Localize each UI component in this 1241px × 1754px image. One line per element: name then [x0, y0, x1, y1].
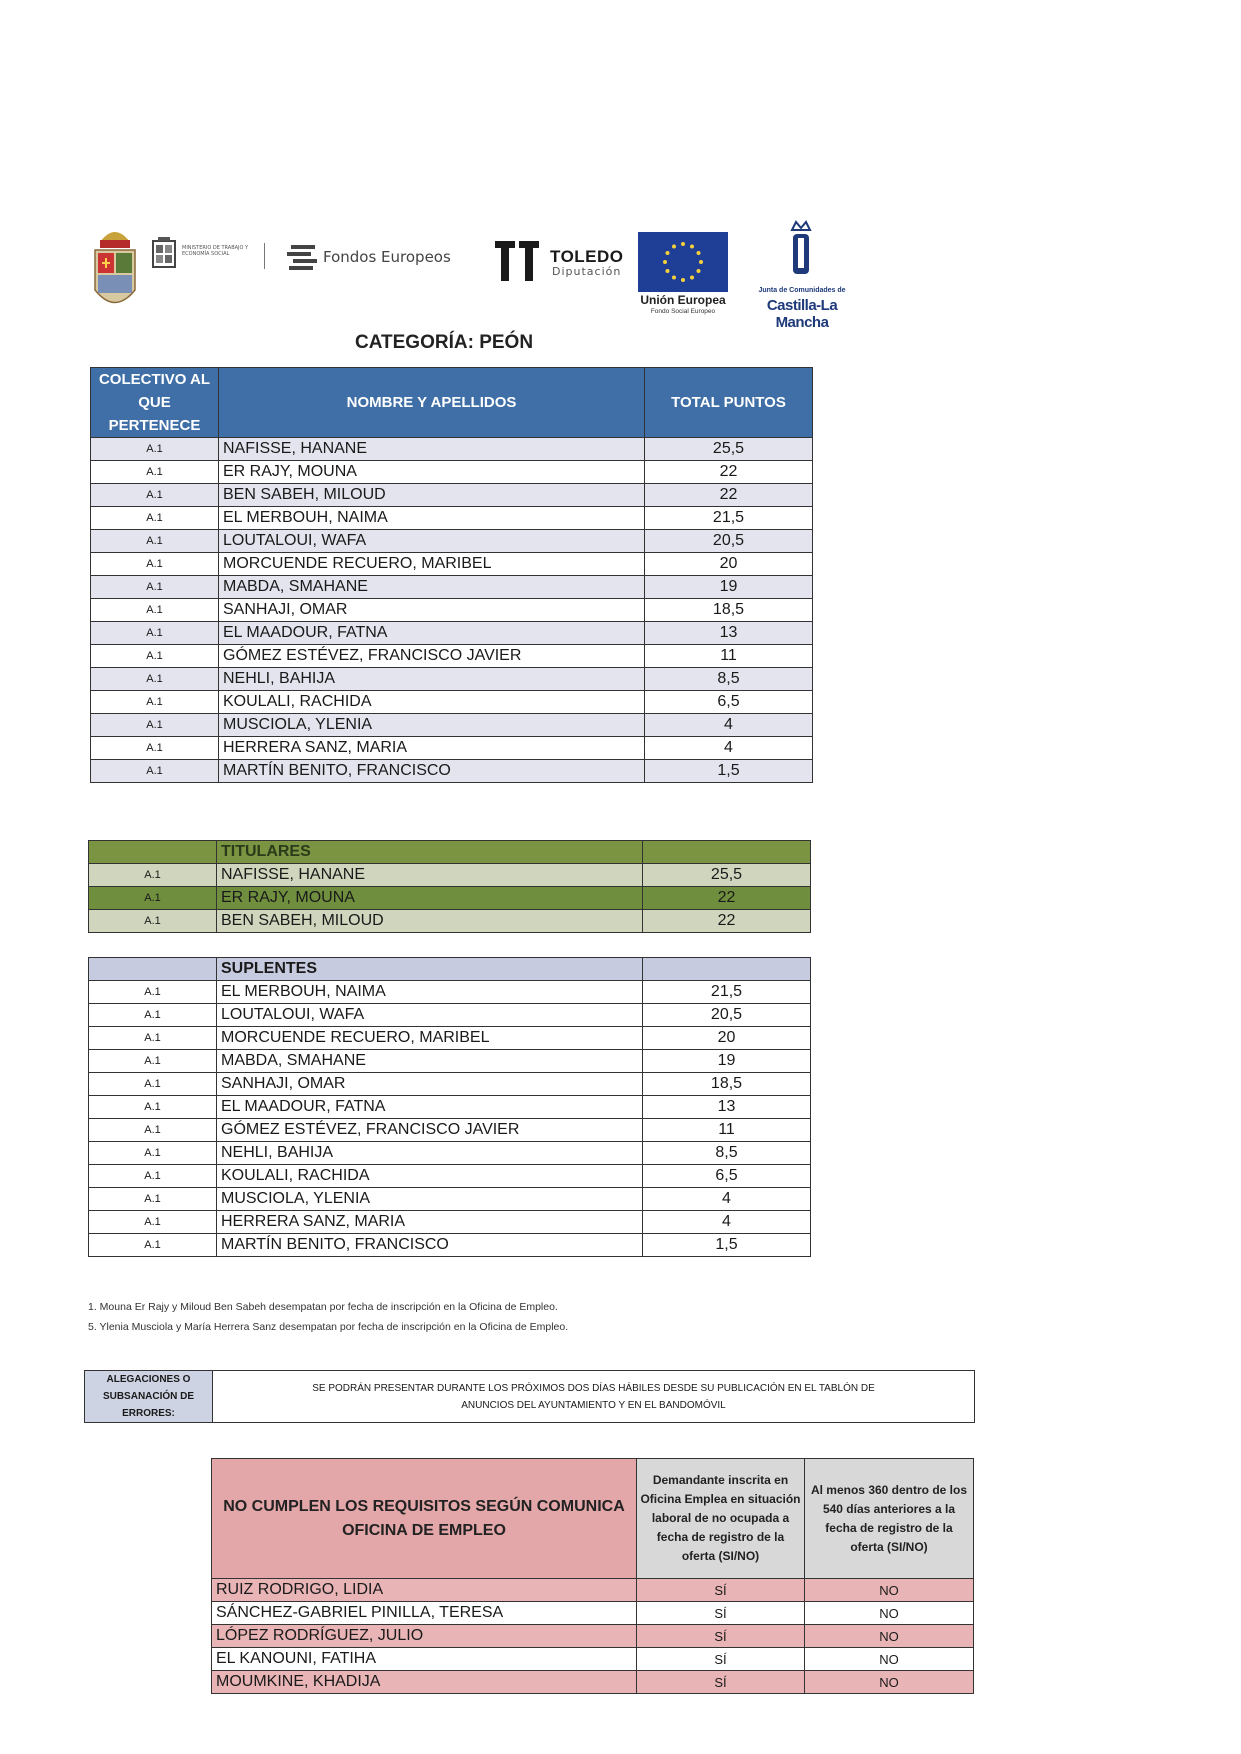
puntos-cell: 11: [643, 1119, 811, 1142]
header-colectivo: COLECTIVO AL QUE PERTENECE: [91, 368, 219, 438]
table-row: [89, 1096, 811, 1119]
nombre-cell: NAFISSE, HANANE: [219, 438, 645, 461]
colectivo-cell: A.1: [89, 1188, 217, 1211]
table-row: [89, 1119, 811, 1142]
divider: [264, 243, 265, 269]
nombre-cell: SANHAJI, OMAR: [217, 1073, 643, 1096]
header-nombre: NOMBRE Y APELLIDOS: [219, 368, 645, 438]
nombre-cell: NAFISSE, HANANE: [217, 864, 643, 887]
footnote-1: 1. Mouna Er Rajy y Miloud Ben Sabeh desempatan por fecha de inscripción en la Oficina de Empleo.: [88, 1301, 558, 1313]
table-row: [89, 887, 811, 910]
titulares-table: [88, 840, 811, 933]
no-cumplen-table: [211, 1458, 974, 1694]
nombre-cell: EL MERBOUH, NAIMA: [219, 507, 645, 530]
colectivo-cell: A.1: [91, 668, 219, 691]
colectivo-cell: A.1: [89, 1050, 217, 1073]
inscrita-cell: SÍ: [637, 1625, 805, 1648]
dias-cell: NO: [805, 1602, 974, 1625]
puntos-cell: 19: [645, 576, 813, 599]
table-row: [89, 1050, 811, 1073]
nombre-cell: GÓMEZ ESTÉVEZ, FRANCISCO JAVIER: [217, 1119, 643, 1142]
page-title: CATEGORÍA: PEÓN: [355, 332, 534, 353]
table-row: [89, 1165, 811, 1188]
table-row: [89, 864, 811, 887]
puntos-cell: 25,5: [645, 438, 813, 461]
colectivo-cell: A.1: [91, 737, 219, 760]
colectivo-cell: A.1: [89, 1096, 217, 1119]
table-row: [91, 645, 813, 668]
dias-cell: NO: [805, 1671, 974, 1694]
coat-of-arms-icon: [90, 220, 140, 320]
colectivo-cell: A.1: [89, 1119, 217, 1142]
alegaciones-label: ALEGACIONES O SUBSANACIÓN DE ERRORES:: [85, 1371, 213, 1423]
nombre-cell: MORCUENDE RECUERO, MARIBEL: [217, 1027, 643, 1050]
nombre-cell: KOULALI, RACHIDA: [219, 691, 645, 714]
titulares-table-body: [89, 864, 811, 933]
colectivo-cell: A.1: [91, 760, 219, 783]
puntos-cell: 22: [645, 461, 813, 484]
dias-cell: NO: [805, 1579, 974, 1602]
table-row: [212, 1648, 974, 1671]
nombre-cell: EL KANOUNI, FATIHA: [212, 1648, 637, 1671]
puntos-cell: 18,5: [645, 599, 813, 622]
table-row: [89, 1142, 811, 1165]
puntos-cell: 18,5: [643, 1073, 811, 1096]
toledo-icon: [495, 241, 541, 281]
footnotes: [88, 1297, 568, 1337]
puntos-cell: 25,5: [643, 864, 811, 887]
table-row: [212, 1625, 974, 1648]
ranking-table: [90, 367, 813, 783]
colectivo-cell: A.1: [89, 887, 217, 910]
puntos-cell: 21,5: [645, 507, 813, 530]
nombre-cell: RUIZ RODRIGO, LIDIA: [212, 1579, 637, 1602]
nombre-cell: SÁNCHEZ-GABRIEL PINILLA, TERESA: [212, 1602, 637, 1625]
puntos-cell: 21,5: [643, 981, 811, 1004]
footnote-2: 5. Ylenia Musciola y María Herrera Sanz desempatan por fecha de inscripción en la Oficina de Empleo.: [88, 1321, 569, 1333]
nombre-cell: GÓMEZ ESTÉVEZ, FRANCISCO JAVIER: [219, 645, 645, 668]
colectivo-cell: A.1: [89, 910, 217, 933]
nombre-cell: BEN SABEH, MILOUD: [219, 484, 645, 507]
toledo-label: TOLEDO: [550, 247, 624, 266]
table-row: [91, 461, 813, 484]
alegaciones-text-line2: ANUNCIOS DEL AYUNTAMIENTO Y EN EL BANDOMÓVIL: [461, 1399, 726, 1411]
colectivo-cell: A.1: [89, 1165, 217, 1188]
nombre-cell: NEHLI, BAHIJA: [217, 1142, 643, 1165]
alegaciones-text: [213, 1371, 975, 1423]
ue-label: Unión Europea: [640, 293, 726, 307]
colectivo-cell: A.1: [89, 1142, 217, 1165]
header-inscrita: Demandante inscrita en Oficina Emplea en situación laboral de no ocupada a fecha de registro de la oferta (SI/NO): [637, 1459, 805, 1579]
table-row: [91, 691, 813, 714]
suplentes-table-body: [89, 981, 811, 1257]
fondos-europeos-icon: [285, 243, 319, 271]
table-row: [89, 1211, 811, 1234]
nombre-cell: MORCUENDE RECUERO, MARIBEL: [219, 553, 645, 576]
colectivo-cell: A.1: [91, 599, 219, 622]
suplentes-head-blank: [89, 958, 217, 981]
spain-shield-icon: [150, 237, 178, 271]
colectivo-cell: A.1: [91, 691, 219, 714]
jccm-small-label: Junta de Comunidades de: [758, 287, 846, 294]
table-row: [91, 484, 813, 507]
puntos-cell: 1,5: [643, 1234, 811, 1257]
inscrita-cell: SÍ: [637, 1671, 805, 1694]
table-row: [89, 910, 811, 933]
nombre-cell: KOULALI, RACHIDA: [217, 1165, 643, 1188]
inscrita-cell: SÍ: [637, 1579, 805, 1602]
puntos-cell: 20,5: [645, 530, 813, 553]
dias-cell: NO: [805, 1648, 974, 1671]
nombre-cell: MABDA, SMAHANE: [219, 576, 645, 599]
titulares-head-blank: [89, 841, 217, 864]
jccm-label: Castilla-La Mancha: [766, 297, 838, 331]
eu-flag-icon: [638, 232, 728, 292]
jccm-crest-icon: [788, 220, 814, 280]
puntos-cell: 22: [643, 887, 811, 910]
nombre-cell: EL MAADOUR, FATNA: [217, 1096, 643, 1119]
colectivo-cell: A.1: [91, 576, 219, 599]
table-row: [91, 714, 813, 737]
dias-cell: NO: [805, 1625, 974, 1648]
puntos-cell: 19: [643, 1050, 811, 1073]
puntos-cell: 6,5: [645, 691, 813, 714]
puntos-cell: 1,5: [645, 760, 813, 783]
table-row: [212, 1671, 974, 1694]
nombre-cell: SANHAJI, OMAR: [219, 599, 645, 622]
nombre-cell: LOUTALOUI, WAFA: [217, 1004, 643, 1027]
ministerio-label: MINISTERIO DE TRABAJO Y ECONOMÍA SOCIAL: [182, 245, 249, 257]
colectivo-cell: A.1: [91, 484, 219, 507]
nombre-cell: BEN SABEH, MILOUD: [217, 910, 643, 933]
table-row: [91, 530, 813, 553]
table-row: [89, 1234, 811, 1257]
colectivo-cell: A.1: [89, 1027, 217, 1050]
puntos-cell: 13: [643, 1096, 811, 1119]
colectivo-cell: A.1: [89, 1004, 217, 1027]
colectivo-cell: A.1: [91, 622, 219, 645]
table-row: [91, 599, 813, 622]
colectivo-cell: A.1: [89, 1073, 217, 1096]
table-row: [91, 438, 813, 461]
suplentes-table: [88, 957, 811, 1257]
nombre-cell: MARTÍN BENITO, FRANCISCO: [217, 1234, 643, 1257]
table-row: [91, 553, 813, 576]
nombre-cell: MARTÍN BENITO, FRANCISCO: [219, 760, 645, 783]
puntos-cell: 13: [645, 622, 813, 645]
header-puntos: TOTAL PUNTOS: [645, 368, 813, 438]
puntos-cell: 8,5: [643, 1142, 811, 1165]
logo-bar: [90, 215, 890, 331]
table-row: [89, 1188, 811, 1211]
nombre-cell: MABDA, SMAHANE: [217, 1050, 643, 1073]
puntos-cell: 4: [645, 737, 813, 760]
inscrita-cell: SÍ: [637, 1648, 805, 1671]
table-row: [212, 1579, 974, 1602]
colectivo-cell: A.1: [91, 530, 219, 553]
nombre-cell: HERRERA SANZ, MARIA: [217, 1211, 643, 1234]
nombre-cell: MUSCIOLA, YLENIA: [217, 1188, 643, 1211]
puntos-cell: 22: [645, 484, 813, 507]
colectivo-cell: A.1: [89, 1234, 217, 1257]
ranking-table-body: [91, 438, 813, 783]
nombre-cell: EL MAADOUR, FATNA: [219, 622, 645, 645]
colectivo-cell: A.1: [91, 714, 219, 737]
colectivo-cell: A.1: [91, 645, 219, 668]
colectivo-cell: A.1: [91, 461, 219, 484]
table-row: [91, 760, 813, 783]
colectivo-cell: A.1: [89, 864, 217, 887]
puntos-cell: 11: [645, 645, 813, 668]
nombre-cell: ER RAJY, MOUNA: [217, 887, 643, 910]
alegaciones-text-line1: SE PODRÁN PRESENTAR DURANTE LOS PRÓXIMOS DOS DÍAS HÁBILES DESDE SU PUBLICACIÓN EN EL TABLÓN DE: [312, 1382, 875, 1394]
puntos-cell: 8,5: [645, 668, 813, 691]
colectivo-cell: A.1: [89, 1211, 217, 1234]
table-row: [212, 1602, 974, 1625]
table-row: [89, 1073, 811, 1096]
nombre-cell: MUSCIOLA, YLENIA: [219, 714, 645, 737]
table-row: [89, 981, 811, 1004]
table-row: [89, 1027, 811, 1050]
ue-sublabel: Fondo Social Europeo: [650, 308, 716, 315]
puntos-cell: 20,5: [643, 1004, 811, 1027]
suplentes-head-blank-2: [643, 958, 811, 981]
no-cumplen-header: NO CUMPLEN LOS REQUISITOS SEGÚN COMUNICA OFICINA DE EMPLEO: [212, 1459, 637, 1579]
nombre-cell: LÓPEZ RODRÍGUEZ, JULIO: [212, 1625, 637, 1648]
header-dias: Al menos 360 dentro de los 540 días anteriores a la fecha de registro de la oferta (SI/NO): [805, 1459, 974, 1579]
puntos-cell: 22: [643, 910, 811, 933]
titulares-heading: TITULARES: [217, 841, 643, 864]
puntos-cell: 4: [645, 714, 813, 737]
colectivo-cell: A.1: [91, 438, 219, 461]
table-row: [91, 737, 813, 760]
colectivo-cell: A.1: [91, 507, 219, 530]
suplentes-heading: SUPLENTES: [217, 958, 643, 981]
toledo-sublabel: Diputación: [552, 265, 622, 278]
puntos-cell: 6,5: [643, 1165, 811, 1188]
colectivo-cell: A.1: [89, 981, 217, 1004]
puntos-cell: 4: [643, 1188, 811, 1211]
table-row: [91, 507, 813, 530]
nombre-cell: LOUTALOUI, WAFA: [219, 530, 645, 553]
no-cumplen-table-body: [212, 1579, 974, 1694]
colectivo-cell: A.1: [91, 553, 219, 576]
titulares-head-blank-2: [643, 841, 811, 864]
nombre-cell: ER RAJY, MOUNA: [219, 461, 645, 484]
puntos-cell: 20: [643, 1027, 811, 1050]
nombre-cell: EL MERBOUH, NAIMA: [217, 981, 643, 1004]
table-row: [91, 576, 813, 599]
table-row: [91, 622, 813, 645]
table-row: [89, 1004, 811, 1027]
table-row: [91, 668, 813, 691]
fondos-europeos-label: Fondos Europeos: [323, 248, 451, 266]
nombre-cell: HERRERA SANZ, MARIA: [219, 737, 645, 760]
puntos-cell: 4: [643, 1211, 811, 1234]
nombre-cell: MOUMKINE, KHADIJA: [212, 1671, 637, 1694]
alegaciones-box: [84, 1370, 975, 1423]
nombre-cell: NEHLI, BAHIJA: [219, 668, 645, 691]
inscrita-cell: SÍ: [637, 1602, 805, 1625]
puntos-cell: 20: [645, 553, 813, 576]
